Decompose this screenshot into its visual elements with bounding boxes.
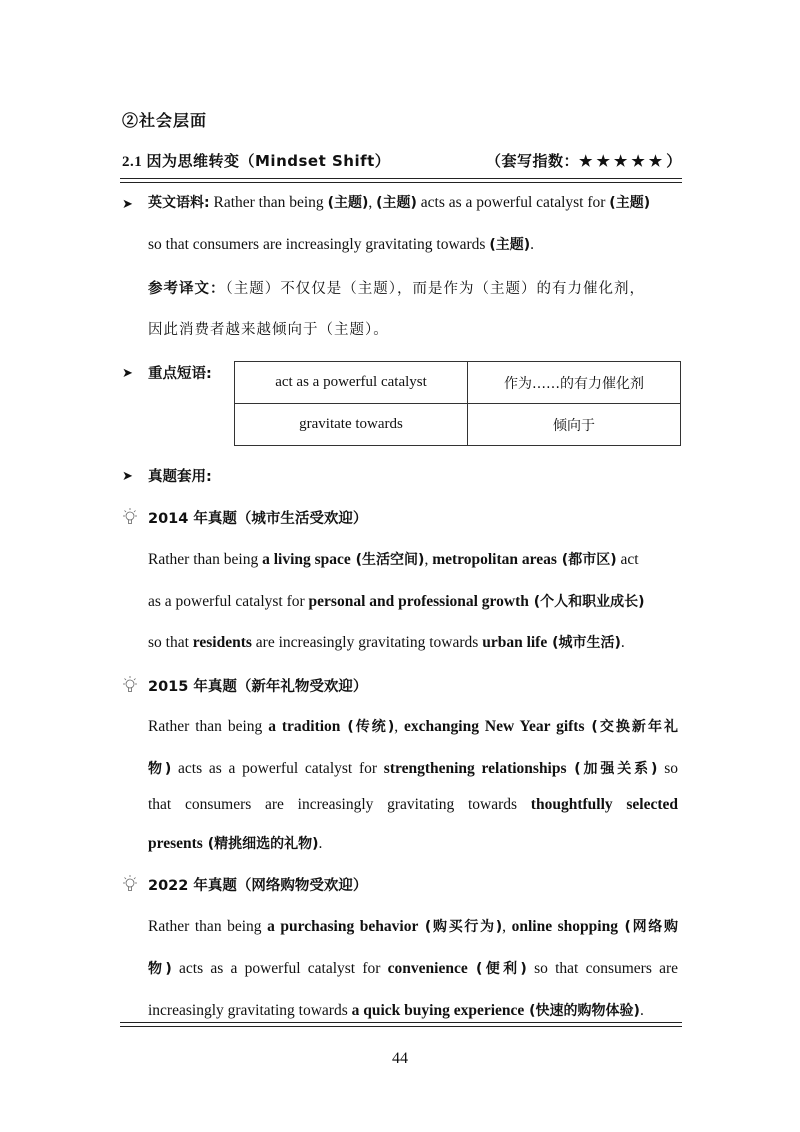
em-text: acts as a powerful catalyst for <box>416 194 610 211</box>
example-line <box>148 833 322 853</box>
gloss: (网络购 <box>617 919 678 935</box>
gloss: 物) <box>148 761 172 777</box>
em-text: Rather than being <box>209 194 328 211</box>
key-term: a quick buying experience <box>351 1002 525 1019</box>
gloss: (城市生活) <box>547 635 621 651</box>
gloss: (都市区) <box>556 552 617 568</box>
gloss: (加强关系) <box>566 761 658 777</box>
em-topic: (主题) <box>376 195 417 211</box>
heading-title: 因为思维转变（Mindset Shift） <box>146 152 391 170</box>
footer-rule-top <box>120 1022 682 1023</box>
text: , <box>502 918 512 935</box>
text: Rather than being <box>148 551 263 568</box>
key-term: a purchasing behavior <box>267 918 419 935</box>
text: , <box>394 718 405 735</box>
section-label: ②社会层面 <box>122 113 208 130</box>
example-line <box>148 916 678 936</box>
text: Rather than being <box>148 918 268 935</box>
lightbulb-icon <box>121 507 139 527</box>
example-line <box>148 549 639 569</box>
key-term: exchanging New Year gifts <box>404 718 585 735</box>
text: increasingly gravitating towards <box>148 1002 352 1019</box>
example-title: 2022 年真题（网络购物受欢迎） <box>148 878 368 894</box>
bullet-arrow-icon: ➤ <box>122 196 133 211</box>
text: are increasingly gravitating towards <box>251 634 483 651</box>
translation-line2 <box>148 318 389 339</box>
text: Rather than being <box>148 718 269 735</box>
key-term: metropolitan areas <box>432 551 557 568</box>
gloss: (交换新年礼 <box>584 719 679 735</box>
table-row <box>235 404 681 446</box>
text: . <box>639 1002 644 1019</box>
gloss: (生活空间) <box>350 552 425 568</box>
table-row <box>235 362 681 404</box>
translation-label: 参考译文： <box>148 281 226 297</box>
em-text: so that consumers are increasingly gravitating towards <box>148 236 490 253</box>
gloss: (快速的购物体验) <box>524 1003 640 1019</box>
key-phrases-table <box>234 361 681 446</box>
phrase-en: act as a powerful catalyst <box>235 362 468 404</box>
em-topic: (主题) <box>609 195 651 211</box>
example-title: 2015 年真题（新年礼物受欢迎） <box>148 679 368 695</box>
translation-text: 因此消费者越来越倾向于（主题）。 <box>148 322 389 338</box>
translation-text: （主题）不仅仅是（主题），而是作为（主题）的有力催化剂， <box>225 281 645 297</box>
english-material-line1 <box>148 192 650 212</box>
applications-label: 真题套用: <box>148 469 212 485</box>
key-term: online shopping <box>511 918 618 935</box>
text: so <box>657 760 678 777</box>
key-term: a tradition <box>268 718 341 735</box>
phrase-en: gravitate towards <box>235 404 468 446</box>
gloss: (传统) <box>340 719 395 735</box>
example-line <box>148 958 678 978</box>
lightbulb-icon <box>121 675 139 695</box>
key-term: a living space <box>262 551 351 568</box>
phrases-label: 重点短语: <box>148 366 212 382</box>
gloss: (便利) <box>467 961 527 977</box>
em-topic: (主题) <box>489 237 531 253</box>
phrase-zh: 倾向于 <box>468 404 681 446</box>
example-line <box>148 716 678 736</box>
text: acts as a powerful catalyst for <box>171 960 388 977</box>
rating <box>486 150 682 171</box>
example-line <box>148 591 645 611</box>
em-comma: , <box>368 194 377 211</box>
key-term: residents <box>192 634 252 651</box>
text: . <box>620 634 625 651</box>
text: acts as a powerful catalyst for <box>171 760 384 777</box>
english-material-label: 英文语料: <box>148 195 210 211</box>
key-term: strengthening relationships <box>383 760 567 777</box>
example-line <box>148 758 678 778</box>
text: as a powerful catalyst for <box>148 593 309 610</box>
gloss: 物) <box>148 961 172 977</box>
lightbulb-icon <box>121 874 139 894</box>
example-title: 2014 年真题（城市生活受欢迎） <box>148 511 368 527</box>
example-line <box>148 632 625 652</box>
english-material-line2 <box>148 234 534 254</box>
heading-rule-bottom <box>120 182 682 183</box>
gloss: (精挑细选的礼物) <box>202 836 319 852</box>
text: so that consumers are <box>526 960 679 977</box>
translation-line1 <box>148 277 645 298</box>
bullet-arrow-icon: ➤ <box>122 365 133 380</box>
text: , <box>424 551 433 568</box>
heading-number: 2.1 <box>122 154 143 170</box>
key-term: thoughtfully selected <box>530 796 678 813</box>
key-term: personal and professional growth <box>308 593 529 610</box>
section-heading <box>122 150 390 171</box>
em-period: . <box>530 236 535 253</box>
key-term: convenience <box>387 960 468 977</box>
rating-stars: ★★★★★ <box>579 154 667 170</box>
example-line <box>148 796 678 814</box>
example-line <box>148 1000 644 1020</box>
text: act <box>616 551 639 568</box>
rating-label: （套写指数： <box>486 152 580 170</box>
text: so that <box>148 634 193 651</box>
bullet-arrow-icon: ➤ <box>122 468 133 483</box>
key-term: urban life <box>482 634 548 651</box>
gloss: (个人和职业成长) <box>528 594 645 610</box>
phrase-zh: 作为……的有力催化剂 <box>468 362 681 404</box>
heading-rule-top <box>120 178 682 179</box>
gloss: (购买行为) <box>418 919 503 935</box>
page-number: 44 <box>392 1050 408 1067</box>
em-topic: (主题) <box>327 195 369 211</box>
text: . <box>318 835 323 852</box>
text: that consumers are increasingly gravitating towards <box>148 796 531 813</box>
key-term: presents <box>148 835 203 852</box>
footer-rule-bottom <box>120 1026 682 1027</box>
rating-close: ） <box>666 152 682 170</box>
